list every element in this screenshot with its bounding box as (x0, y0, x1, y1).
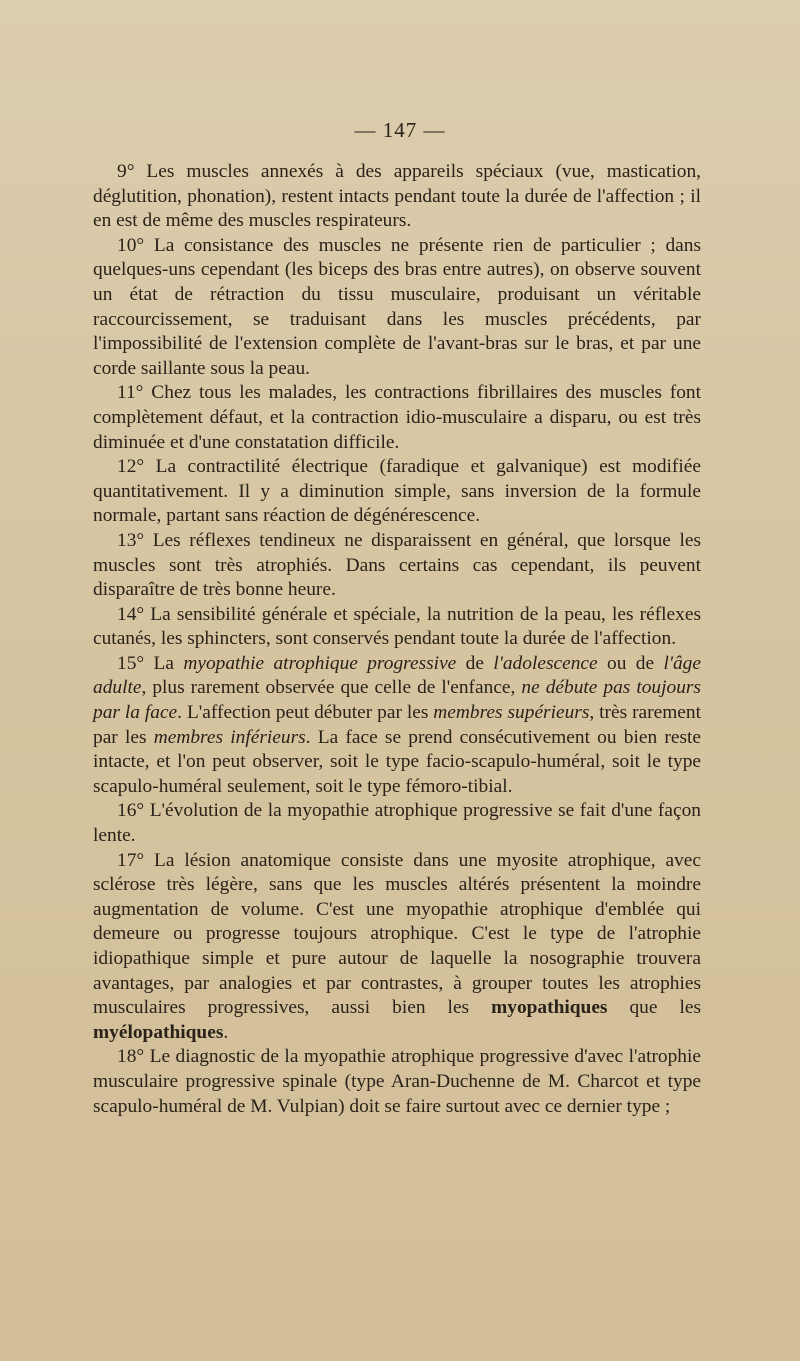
italic-text: myopathie atrophique progressive (183, 652, 457, 674)
body-text (93, 160, 701, 1119)
italic-text: membres inférieurs (153, 726, 306, 748)
text-segment: , plus rarement observée que celle de l'enfance, (141, 677, 522, 699)
italic-text: ne débute pas toujours par la face (93, 677, 701, 724)
text-segment: de (456, 652, 494, 674)
text-segment: , très rarement par les (93, 702, 701, 748)
italic-text: membres supérieurs (433, 702, 590, 724)
paragraph (93, 381, 701, 455)
text-segment: 16° L'évolution de la myopathie atrophique progressive se fait d'une façon lente. (93, 800, 701, 847)
bold-text: myélopathiques (93, 1021, 224, 1043)
text-segment: . (223, 1021, 229, 1043)
paragraph (93, 234, 701, 382)
text-segment: 11° Chez tous les malades, les contractions fibrillaires des muscles font complètement défaut, et la contraction idio-musculaire a disparu, ou est très diminuée et d'une constatation difficile. (93, 382, 701, 453)
bold-text: myopathiques (491, 997, 608, 1019)
text-segment: ou de (597, 652, 664, 674)
page-number: — 147 — (354, 118, 446, 142)
text-segment: que les (607, 997, 702, 1019)
text-segment: 12° La contractilité électrique (faradique et galvanique) est modifiée quantitativement. Il y a diminution simple, sans inversion de la formule normale, partant sans réaction de dégénérescence. (93, 456, 701, 527)
paragraph (93, 799, 701, 848)
paragraph (93, 160, 701, 234)
paragraph (93, 652, 701, 800)
text-segment: 14° La sensibilité générale et spéciale, la nutrition de la peau, les réflexes cutanés, les sphincters, sont conservés pendant toute la durée de l'affection. (93, 603, 701, 650)
text-segment: 15° La (117, 652, 184, 674)
italic-text: l'adolescence (493, 652, 598, 674)
italic-text: l'âge adulte (93, 652, 701, 699)
paragraph (93, 849, 701, 1046)
paragraph (93, 603, 701, 652)
text-segment: 18° Le diagnostic de la myopathie atrophique progressive d'avec l'atrophie musculaire progressive spinale (type Aran-Duchenne de M. Charcot et type scapulo-huméral de M. Vulpian) doit se faire surtout avec ce dernier type ; (93, 1046, 701, 1117)
text-segment: . La face se prend consécutivement ou bien reste intacte, et l'on peut observer, soit le type facio-scapulo-huméral, soit le type scapulo-huméral seulement, soit le type fémoro-tibial. (93, 726, 701, 797)
paragraph (93, 455, 701, 529)
text-segment: . L'affection peut débuter par les (177, 702, 434, 724)
text-segment: 13° Les réflexes tendineux ne disparaissent en général, que lorsque les muscles sont très atrophiés. Dans certains cas cependant, ils peuvent disparaître de très bonne heure. (93, 529, 701, 601)
text-segment: 10° La consistance des muscles ne présente rien de particulier ; dans quelques-uns cependant (les biceps des bras entre autres), on observe souvent un état de rétraction du tissu musculaire, produisant un véritable raccourcissement, se traduisant dans les muscles précédents, par l'impossibilité de l'extension complète de l'avant-bras sur le bras, et par une corde saillante sous la peau. (93, 234, 701, 379)
paragraph (93, 1045, 701, 1119)
paragraph (93, 529, 701, 603)
text-segment: 17° La lésion anatomique consiste dans une myosite atrophique, avec sclérose très légère, sans que les muscles altérés présentent la moindre augmentation de volume. C'est une myopathie atrophique d'emblée qui demeure ou progresse toujours atrophique. C'est le type de l'atrophie idiopathique simple et pure autour de laquelle la nosographie trouvera avantages, par analogies et par contrastes, à grouper toutes les atrophies musculaires progressives, aussi bien les (93, 849, 701, 1019)
text-segment: 9° Les muscles annexés à des appareils spéciaux (vue, mastication, déglutition, phonation), restent intacts pendant toute la durée de l'affection ; il en est de même des muscles respirateurs. (93, 161, 701, 232)
